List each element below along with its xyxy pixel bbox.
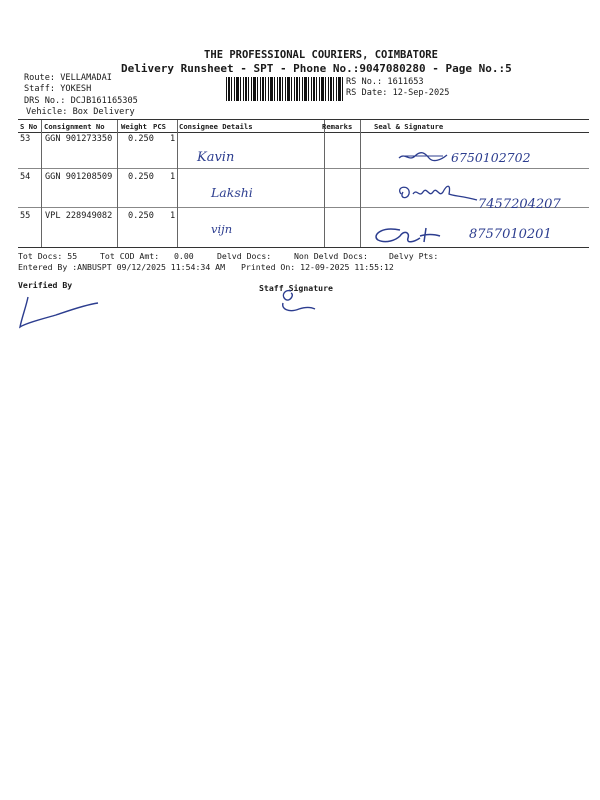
row-weight: 0.250 — [128, 211, 154, 221]
staff-signature-mark — [277, 287, 317, 315]
seal-phone-handwriting: 7457204207 — [478, 197, 561, 212]
scribbled-signature — [397, 150, 457, 164]
vehicle-label: Vehicle: Box Delivery — [26, 107, 135, 117]
consignee-handwriting: Lakshi — [211, 185, 253, 200]
runsheet-title: Delivery Runsheet - SPT - Phone No.:9047080280 - Page No.:5 — [121, 62, 512, 75]
col-header-remarks: Remarks — [322, 122, 353, 131]
consignee-handwriting: Kavin — [197, 150, 235, 165]
barcode-image — [226, 77, 343, 101]
row-consignment-no: VPL 228949082 — [45, 211, 113, 221]
verifier-signature — [12, 293, 102, 333]
total-cod-value: 0.00 — [174, 251, 194, 261]
non-delivered-docs: Non Delvd Docs: — [294, 251, 368, 261]
delivered-docs: Delvd Docs: — [217, 251, 272, 261]
col-header-seal: Seal & Signature — [374, 122, 444, 131]
drs-number: DRS No.: DCJB161165305 — [24, 96, 138, 106]
rs-number: RS No.: 1611653 — [346, 77, 424, 87]
col-divider — [41, 120, 42, 247]
row-pcs: 1 — [170, 172, 176, 182]
verified-by-label: Verified By — [18, 280, 73, 290]
col-header-consignment: Consignment No — [44, 122, 105, 131]
row-sno: 54 — [20, 172, 31, 182]
row-weight: 0.250 — [128, 134, 154, 144]
row-weight: 0.250 — [128, 172, 154, 182]
col-header-pcs: PCS — [153, 122, 166, 131]
scribbled-signature — [397, 182, 482, 206]
row-consignment-no: GGN 901208509 — [45, 172, 113, 182]
row-pcs: 1 — [170, 211, 176, 221]
row-consignment-no: GGN 901273350 — [45, 134, 113, 144]
delivery-points: Delvy Pts: — [389, 251, 439, 261]
staff-signature-label: Staff Signature — [259, 283, 333, 293]
row-divider — [18, 168, 589, 169]
company-title: THE PROFESSIONAL COURIERS, COIMBATORE — [204, 49, 438, 61]
col-divider — [117, 120, 118, 247]
row-pcs: 1 — [170, 134, 176, 144]
col-header-consignee: Consignee Details — [179, 122, 253, 131]
col-divider — [360, 120, 361, 247]
table-bottom-rule — [18, 247, 589, 248]
row-sno: 55 — [20, 211, 31, 221]
col-divider — [324, 120, 325, 247]
staff-label: Staff: YOKESH — [24, 84, 92, 94]
entered-by: Entered By :ANBUSPT 09/12/2025 11:54:34 AM — [18, 262, 226, 272]
total-docs: Tot Docs: 55 — [18, 251, 78, 261]
col-header-weight: Weight — [121, 122, 147, 131]
total-cod-label: Tot COD Amt: — [100, 251, 160, 261]
table-header-rule — [18, 132, 589, 133]
rs-date: RS Date: 12-Sep-2025 — [346, 88, 450, 98]
printed-on: Printed On: 12-09-2025 11:55:12 — [241, 262, 394, 272]
table-top-rule — [18, 119, 589, 120]
col-header-sno: S No — [20, 122, 38, 131]
scribbled-signature — [370, 224, 450, 248]
consignee-handwriting: vijn — [211, 222, 233, 236]
col-divider — [177, 120, 178, 247]
route-label: Route: VELLAMADAI — [24, 73, 112, 83]
seal-phone-handwriting: 6750102702 — [451, 150, 531, 165]
seal-phone-handwriting: 8757010201 — [469, 227, 552, 242]
row-sno: 53 — [20, 134, 31, 144]
